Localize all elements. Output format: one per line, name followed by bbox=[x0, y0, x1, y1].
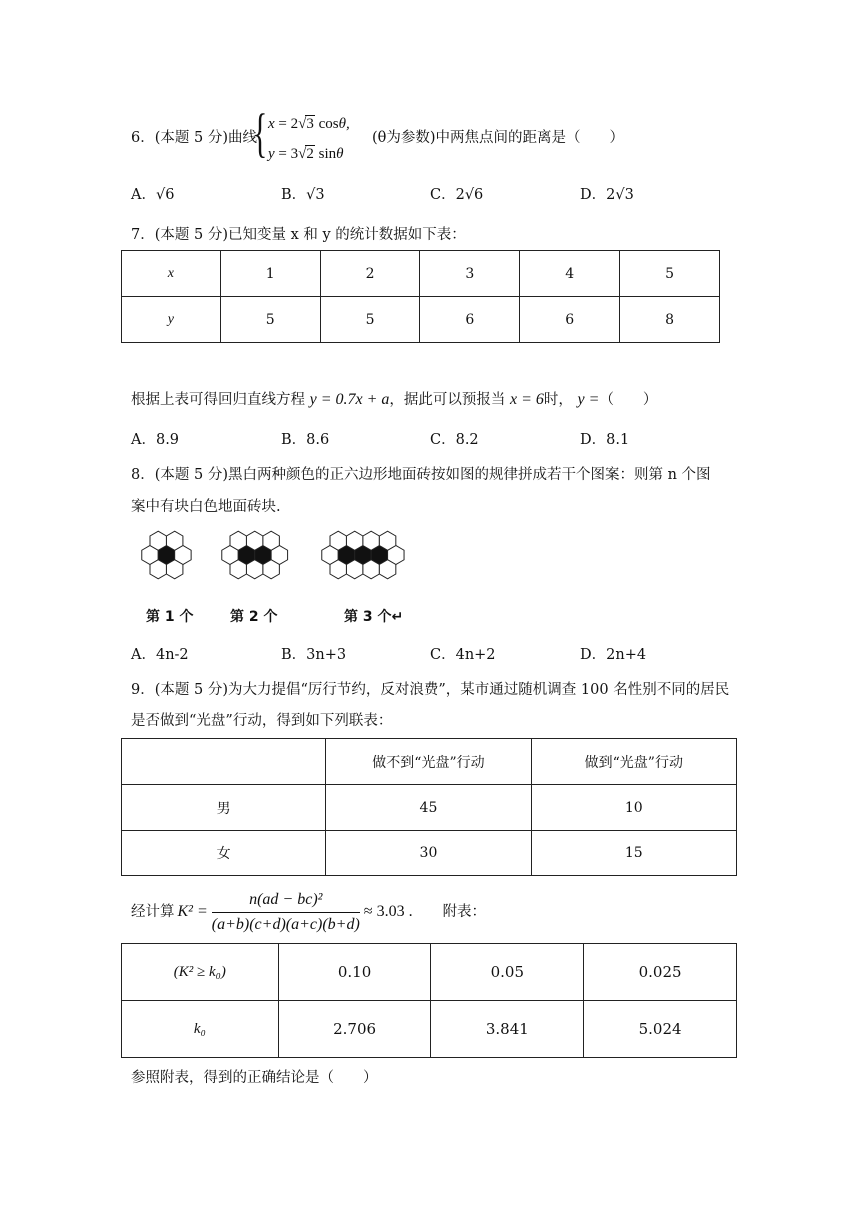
q6-option-d: D．2√3 bbox=[580, 187, 634, 203]
q9-ref-cell: k₀ bbox=[122, 1001, 279, 1058]
q7-option-a: A．8.9 bbox=[131, 432, 180, 448]
q9-formula-fraction bbox=[212, 890, 360, 935]
q8-option-c: C．4n+2 bbox=[430, 647, 496, 663]
q7-cell: 2 bbox=[320, 251, 420, 297]
q7-cell: 5 bbox=[620, 251, 720, 297]
q7-blank: （ ） bbox=[599, 392, 658, 408]
white-hex-tile bbox=[330, 531, 346, 550]
q7-text-b: ，据此可以预报当 bbox=[389, 392, 506, 408]
q9-header-cell: 做不到“光盘”行动 bbox=[326, 739, 531, 785]
q7-equation: y = 0.7x + a bbox=[309, 391, 390, 408]
white-hex-tile bbox=[330, 560, 346, 579]
q7-condition: x = 6 bbox=[510, 391, 544, 408]
q7-cell: 6 bbox=[420, 297, 520, 343]
q7-text-c: 时， bbox=[543, 392, 573, 408]
q9-cell: 15 bbox=[531, 831, 736, 876]
q9-ref-cell: 2.706 bbox=[278, 1001, 431, 1058]
q9-formula-denominator: (a+b)(c+d)(a+c)(b+d) bbox=[211, 915, 360, 933]
q9-formula-numerator: n(ad − bc)² bbox=[212, 890, 360, 913]
white-hex-tile bbox=[246, 560, 262, 579]
q6-brace: { bbox=[253, 103, 268, 163]
q6-option-a: A．√6 bbox=[131, 187, 175, 203]
q9-line2: 是否做到“光盘”行动，得到如下列联表： bbox=[131, 713, 393, 729]
q8-option-b: B．3n+3 bbox=[281, 647, 347, 663]
q9-formula-line bbox=[131, 889, 486, 935]
figure-label-1: 第 1 个 bbox=[146, 609, 194, 625]
q8-option-d: D．2n+4 bbox=[580, 647, 647, 663]
hexagon-tiles bbox=[142, 531, 404, 579]
q7-cell: 5 bbox=[320, 297, 420, 343]
q9-cell: 女 bbox=[122, 831, 326, 876]
white-hex-tile bbox=[346, 560, 362, 579]
q7-data-table bbox=[121, 250, 720, 343]
q9-line1: 9．(本题 5 分)为大力提倡“厉行节约，反对浪费”，某市通过随机调查 100 名性别不同的居民 bbox=[131, 682, 730, 698]
q7-cell: 3 bbox=[420, 251, 520, 297]
q6-suffix: (θ为参数)中两焦点间的距离是（ ） bbox=[372, 130, 625, 146]
q9-header-cell: 做到“光盘”行动 bbox=[531, 739, 736, 785]
white-hex-tile bbox=[230, 560, 246, 579]
q9-header-row bbox=[122, 739, 737, 785]
q7-option-d: D．8.1 bbox=[580, 432, 630, 448]
q7-cell: 4 bbox=[520, 251, 620, 297]
q9-ref-cell: 0.10 bbox=[278, 944, 431, 1001]
white-hex-tile bbox=[363, 560, 379, 579]
q6-prefix: 6．(本题 5 分)曲线 bbox=[131, 130, 257, 146]
q6-option-c: C．2√6 bbox=[430, 187, 484, 203]
q7-prompt: 7．(本题 5 分)已知变量 x 和 y 的统计数据如下表： bbox=[131, 227, 466, 243]
q7-cell: x bbox=[122, 251, 221, 297]
q8-line1: 8．(本题 5 分)黑白两种颜色的正六边形地面砖按如图的规律拼成若干个图案：则第 n 个图 bbox=[131, 467, 711, 483]
q9-calc-prefix: 经计算 bbox=[131, 904, 175, 920]
q7-ask: y = bbox=[577, 391, 600, 408]
white-hex-tile bbox=[246, 531, 262, 550]
q8-line2: 案中有块白色地面砖块. bbox=[131, 499, 281, 515]
white-hex-tile bbox=[166, 560, 182, 579]
q9-row-female bbox=[122, 831, 737, 876]
q7-cell: 5 bbox=[220, 297, 320, 343]
white-hex-tile bbox=[230, 531, 246, 550]
q9-ref-cell: 0.05 bbox=[431, 944, 584, 1001]
white-hex-tile bbox=[363, 531, 379, 550]
q8-option-a: A．4n-2 bbox=[131, 647, 189, 663]
q7-row-y bbox=[122, 297, 720, 343]
q7-cell: 1 bbox=[220, 251, 320, 297]
q6-eq2: y = 3√2 sinθ bbox=[268, 146, 344, 162]
q9-cell: 30 bbox=[326, 831, 531, 876]
q7-text-a: 根据上表可得回归直线方程 bbox=[131, 392, 305, 408]
q9-formula-lhs: K² = bbox=[177, 903, 208, 920]
q9-conclusion: 参照附表，得到的正确结论是（ ） bbox=[131, 1070, 378, 1086]
q9-formula-rhs: ≈ 3.03 . bbox=[363, 903, 413, 920]
q9-ref-header-row bbox=[122, 944, 737, 1001]
q7-cell: 8 bbox=[620, 297, 720, 343]
white-hex-tile bbox=[379, 560, 395, 579]
white-hex-tile bbox=[346, 531, 362, 550]
white-hex-tile bbox=[150, 560, 166, 579]
figure-label-2: 第 2 个 bbox=[230, 609, 278, 625]
q9-header-cell bbox=[122, 739, 326, 785]
q7-option-c: C．8.2 bbox=[430, 432, 479, 448]
q9-row-male bbox=[122, 785, 737, 831]
q7-cell: y bbox=[122, 297, 221, 343]
q7-regression-line bbox=[131, 390, 657, 410]
q9-ref-cell: 5.024 bbox=[584, 1001, 737, 1058]
white-hex-tile bbox=[150, 531, 166, 550]
white-hex-tile bbox=[379, 531, 395, 550]
q9-cell: 10 bbox=[531, 785, 736, 831]
q7-cell: 6 bbox=[520, 297, 620, 343]
q9-cell: 男 bbox=[122, 785, 326, 831]
q9-cell: 45 bbox=[326, 785, 531, 831]
white-hex-tile bbox=[263, 531, 279, 550]
white-hex-tile bbox=[263, 560, 279, 579]
q9-ref-cell: (K² ≥ k₀) bbox=[122, 944, 279, 1001]
q7-row-x bbox=[122, 251, 720, 297]
q9-ref-cell: 3.841 bbox=[431, 1001, 584, 1058]
figure-label-3: 第 3 个↵ bbox=[344, 609, 404, 625]
q6-eq1: x = 2√3 cosθ, bbox=[268, 116, 350, 132]
q9-ref-value-row bbox=[122, 1001, 737, 1058]
hexagon-pattern-figure bbox=[140, 530, 430, 586]
q7-option-b: B．8.6 bbox=[281, 432, 330, 448]
q9-appendix-label: 附表： bbox=[442, 904, 487, 920]
white-hex-tile bbox=[166, 531, 182, 550]
q6-option-b: B．√3 bbox=[281, 187, 325, 203]
q9-contingency-table bbox=[121, 738, 737, 876]
q9-ref-cell: 0.025 bbox=[584, 944, 737, 1001]
q9-reference-table bbox=[121, 943, 737, 1058]
